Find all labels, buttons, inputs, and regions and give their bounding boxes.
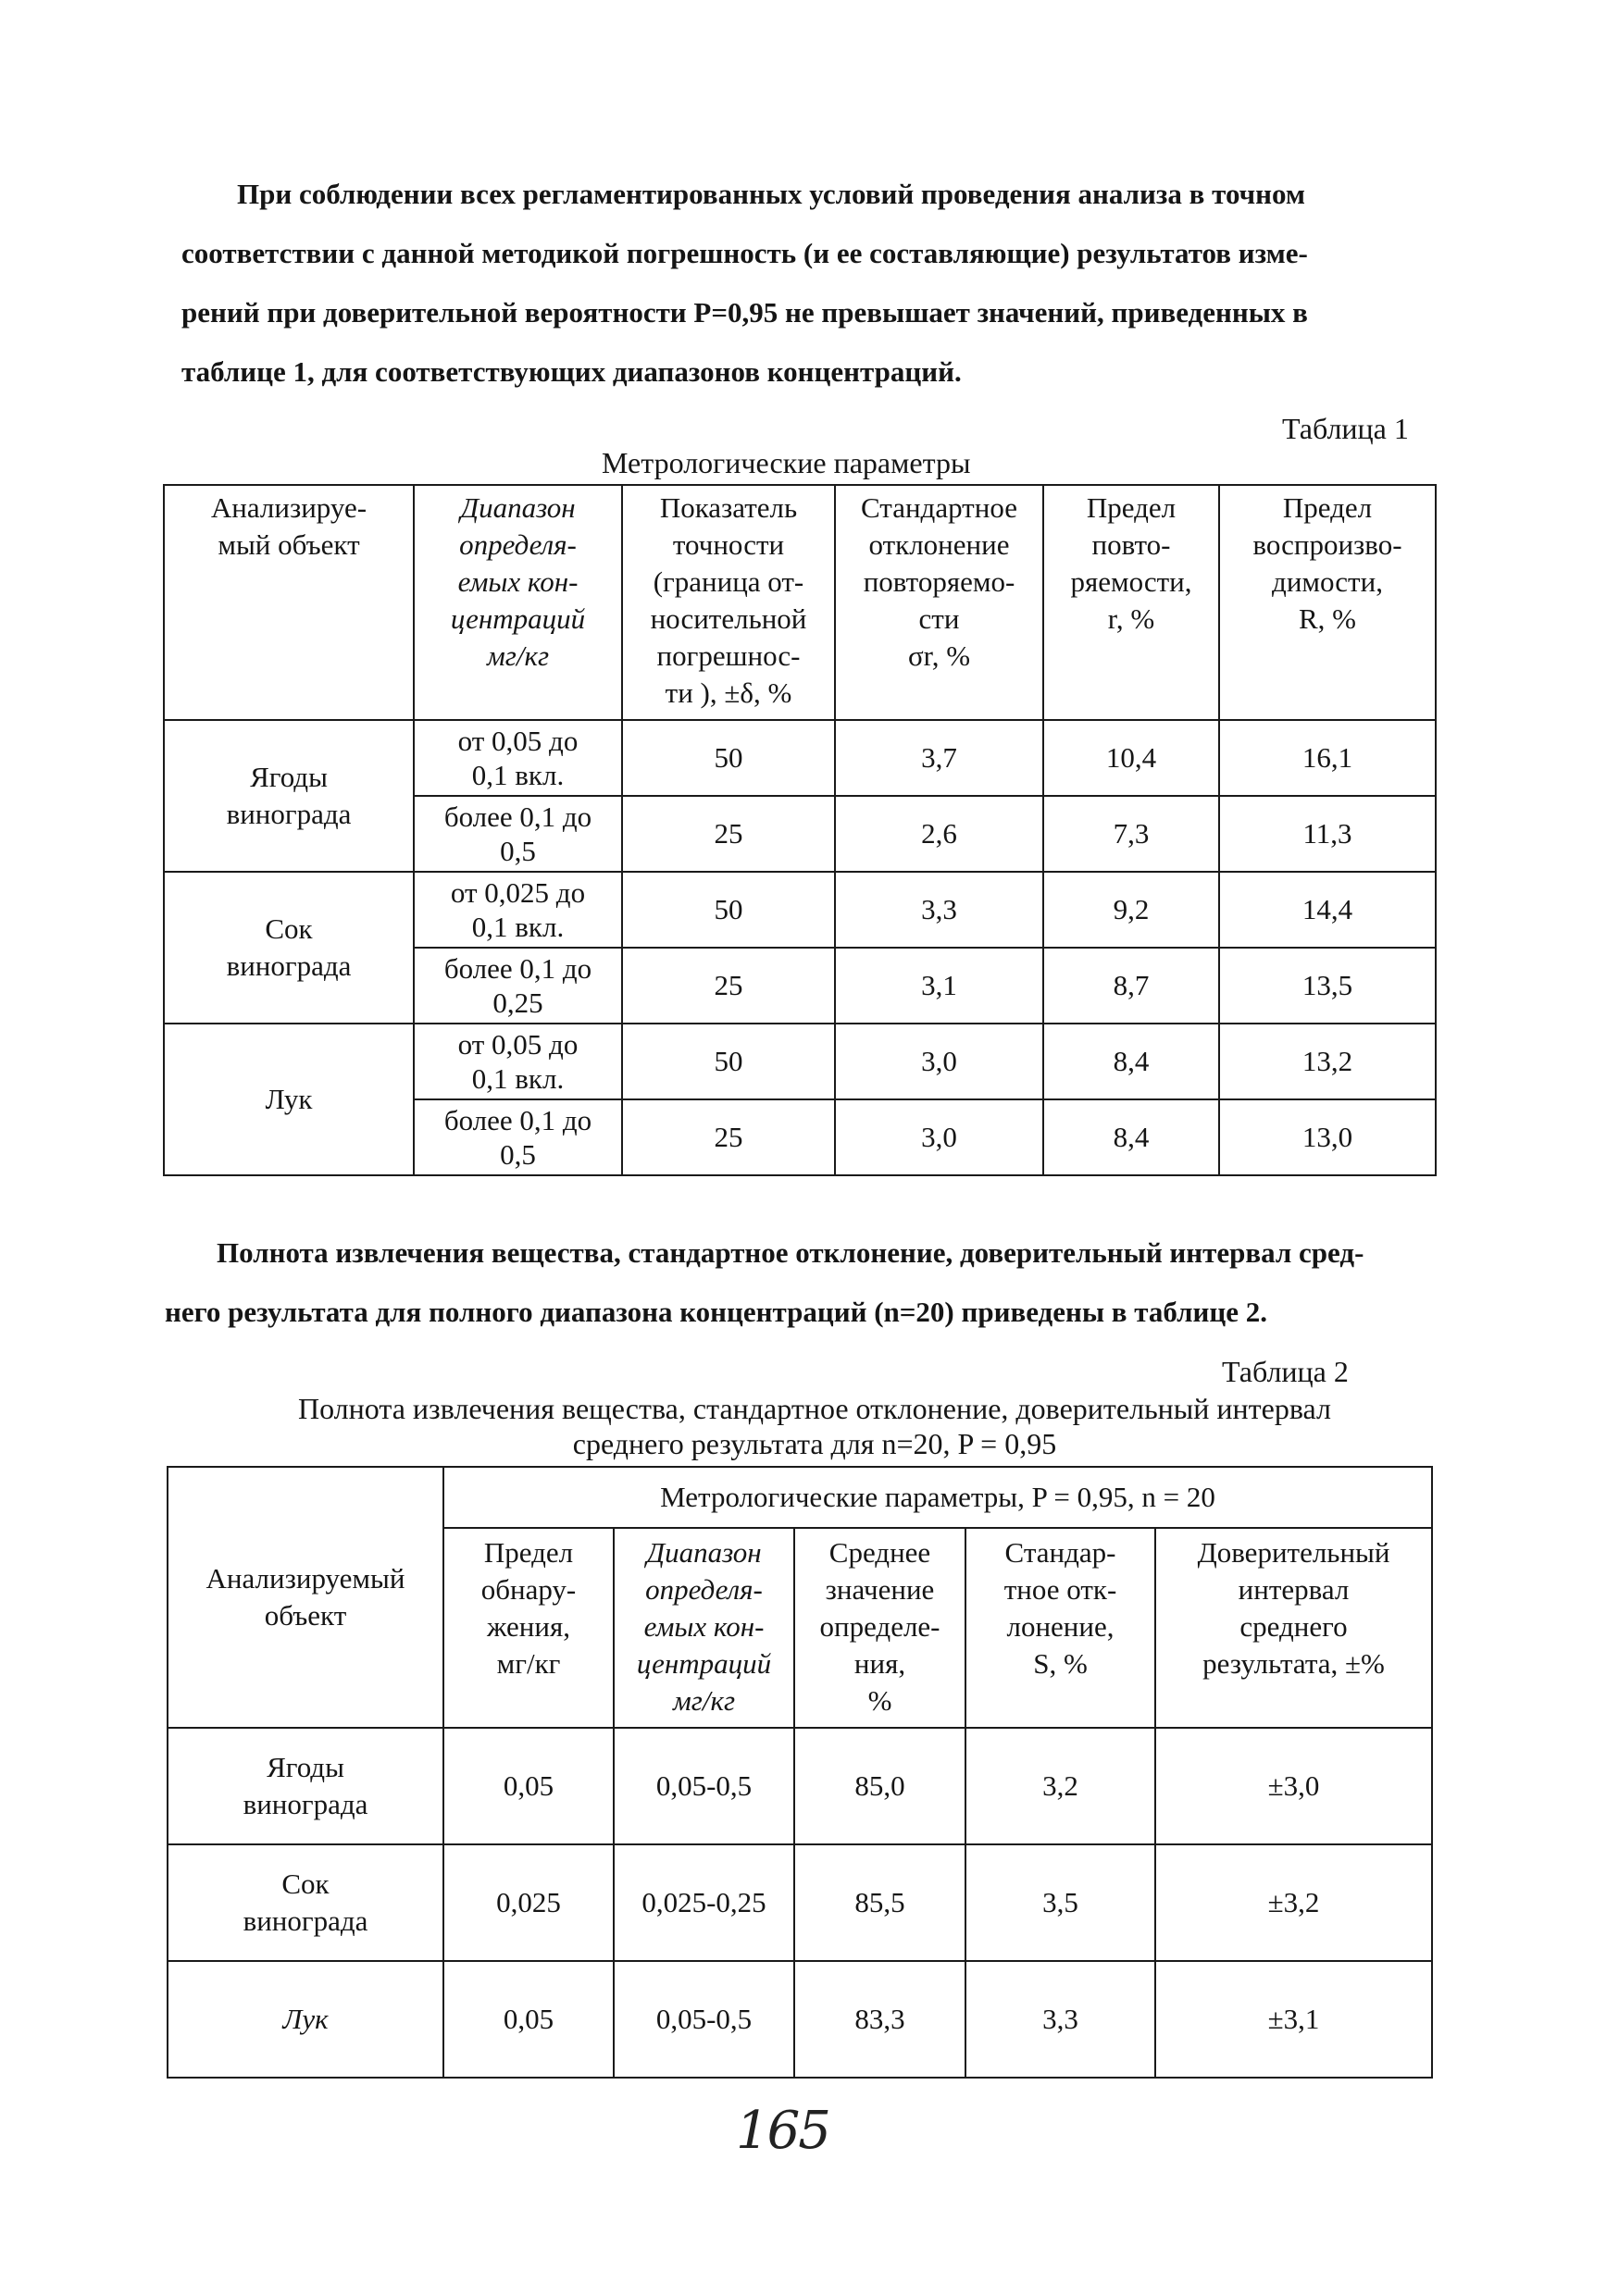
t1-sd-cell: 3,1 — [835, 948, 1043, 1024]
intro-line: рений при доверительной вероятности P=0,95 не превышает значений, приведенных в — [181, 296, 1308, 329]
t1-sd-cell: 3,0 — [835, 1099, 1043, 1175]
page-number: 165 — [736, 2101, 829, 2161]
t1-sd-cell: 3,3 — [835, 872, 1043, 948]
t2-ci-cell: ±3,1 — [1155, 1961, 1432, 2078]
t1-header-sd: Стандартное отклонение повторяемо- сти σr, % — [835, 485, 1043, 720]
t1-repeat-cell: 7,3 — [1043, 796, 1219, 872]
t2-object-cell: Лук — [168, 1961, 443, 2078]
t1-range-cell: более 0,1 до 0,25 — [414, 948, 622, 1024]
t1-sd-cell: 3,0 — [835, 1024, 1043, 1099]
t1-reprod-cell: 11,3 — [1219, 796, 1436, 872]
t2-sd-cell: 3,2 — [965, 1728, 1155, 1844]
intro-paragraph — [181, 165, 1422, 402]
t2-header-range: Диапазон определя- емых кон- центраций мг/кг — [614, 1528, 794, 1728]
table2-title-line1: Полнота извлечения вещества, стандартное отклонение, доверительный интервал — [297, 1392, 1331, 1425]
table-row — [168, 1961, 1432, 2078]
t2-mean-cell: 85,0 — [794, 1728, 965, 1844]
t1-accuracy-cell: 50 — [622, 1024, 835, 1099]
t1-range-cell: от 0,05 до 0,1 вкл. — [414, 720, 622, 796]
t2-header-group: Метрологические параметры, P = 0,95, n = 20 — [443, 1467, 1432, 1528]
t1-repeat-cell: 8,4 — [1043, 1099, 1219, 1175]
t1-header-range: Диапазон определя- емых кон- центраций мг/кг — [414, 485, 622, 720]
table2-title-line2: среднего результата для n=20, P = 0,95 — [572, 1427, 1057, 1460]
t1-accuracy-cell: 25 — [622, 1099, 835, 1175]
t1-range-cell: от 0,025 до 0,1 вкл. — [414, 872, 622, 948]
t1-range-cell: более 0,1 до 0,5 — [414, 1099, 622, 1175]
t2-header-ci: Доверительный интервал среднего результата, ±% — [1155, 1528, 1432, 1728]
t1-repeat-cell: 8,7 — [1043, 948, 1219, 1024]
table-row — [164, 872, 1436, 948]
t2-mean-cell: 85,5 — [794, 1844, 965, 1961]
table-row — [164, 720, 1436, 796]
t1-header-object: Анализируе- мый объект — [164, 485, 414, 720]
t2-object-cell: Сок винограда — [168, 1844, 443, 1961]
t1-repeat-cell: 8,4 — [1043, 1024, 1219, 1099]
t1-object-cell: Ягоды винограда — [164, 720, 414, 872]
t2-header-sd: Стандар- тное отк- лонение, S, % — [965, 1528, 1155, 1728]
table2-intro-line: Полнота извлечения вещества, стандартное отклонение, доверительный интервал сред- — [217, 1236, 1364, 1269]
t2-lod-cell: 0,025 — [443, 1844, 614, 1961]
intro-line: При соблюдении всех регламентированных условий проведения анализа в точном — [237, 178, 1306, 210]
t1-header-reproducibility: Предел воспроизво- димости, R, % — [1219, 485, 1436, 720]
t1-repeat-cell: 9,2 — [1043, 872, 1219, 948]
intro-line: соответствии с данной методикой погрешность (и ее составляющие) результатов изме- — [181, 237, 1308, 269]
t1-reprod-cell: 13,5 — [1219, 948, 1436, 1024]
t1-sd-cell: 3,7 — [835, 720, 1043, 796]
t1-accuracy-cell: 25 — [622, 948, 835, 1024]
t1-object-cell: Лук — [164, 1024, 414, 1175]
t2-lod-cell: 0,05 — [443, 1961, 614, 2078]
t1-object-cell: Сок винограда — [164, 872, 414, 1024]
t2-header-object: Анализируемый объект — [168, 1467, 443, 1728]
t1-accuracy-cell: 50 — [622, 720, 835, 796]
table-row — [164, 1024, 1436, 1099]
t2-object-cell: Ягоды винограда — [168, 1728, 443, 1844]
t2-mean-cell: 83,3 — [794, 1961, 965, 2078]
t1-reprod-cell: 13,2 — [1219, 1024, 1436, 1099]
t2-sd-cell: 3,5 — [965, 1844, 1155, 1961]
t1-repeat-cell: 10,4 — [1043, 720, 1219, 796]
t1-range-cell: более 0,1 до 0,5 — [414, 796, 622, 872]
t1-reprod-cell: 16,1 — [1219, 720, 1436, 796]
table1-label: Таблица 1 — [1282, 412, 1409, 445]
t1-range-cell: от 0,05 до 0,1 вкл. — [414, 1024, 622, 1099]
t1-header-accuracy: Показатель точности (граница от- носительной погрешнос- ти ), ±δ, % — [622, 485, 835, 720]
recovery-table-2 — [167, 1466, 1433, 2079]
table2-label: Таблица 2 — [1222, 1355, 1349, 1388]
t1-reprod-cell: 14,4 — [1219, 872, 1436, 948]
metrology-table-1 — [163, 484, 1437, 1176]
t2-range-cell: 0,025-0,25 — [614, 1844, 794, 1961]
t2-range-cell: 0,05-0,5 — [614, 1961, 794, 2078]
table2-intro-paragraph — [165, 1223, 1442, 1342]
intro-line: таблице 1, для соответствующих диапазонов концентраций. — [181, 355, 962, 388]
t2-ci-cell: ±3,2 — [1155, 1844, 1432, 1961]
t1-reprod-cell: 13,0 — [1219, 1099, 1436, 1175]
t2-range-cell: 0,05-0,5 — [614, 1728, 794, 1844]
t2-header-lod: Предел обнару- жения, мг/кг — [443, 1528, 614, 1728]
table-row — [168, 1844, 1432, 1961]
t1-sd-cell: 2,6 — [835, 796, 1043, 872]
table2-intro-line: него результата для полного диапазона концентраций (n=20) приведены в таблице 2. — [165, 1296, 1268, 1328]
t2-sd-cell: 3,3 — [965, 1961, 1155, 2078]
table-row — [168, 1728, 1432, 1844]
t1-header-repeatability: Предел повто- ряемости, r, % — [1043, 485, 1219, 720]
t2-header-mean: Среднее значение определе- ния, % — [794, 1528, 965, 1728]
t1-accuracy-cell: 50 — [622, 872, 835, 948]
t2-lod-cell: 0,05 — [443, 1728, 614, 1844]
t1-accuracy-cell: 25 — [622, 796, 835, 872]
table1-title: Метрологические параметры — [602, 446, 971, 479]
t2-ci-cell: ±3,0 — [1155, 1728, 1432, 1844]
